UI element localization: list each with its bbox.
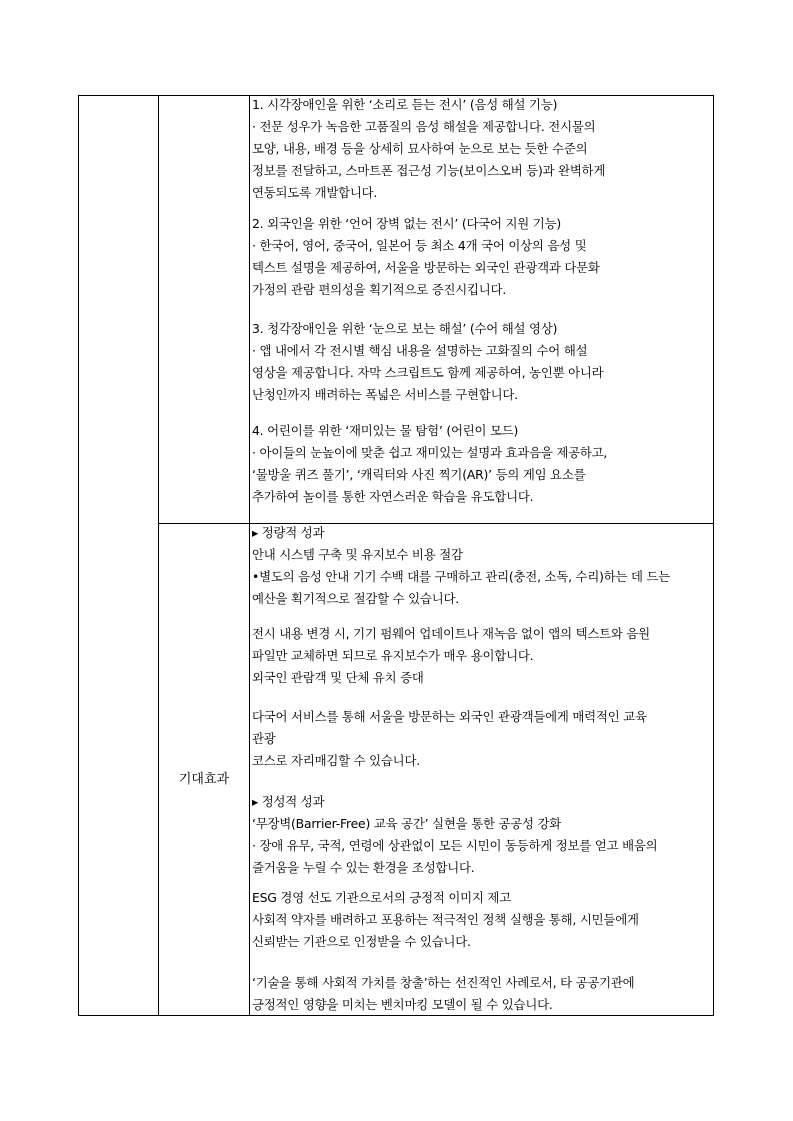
table-left-border	[78, 95, 79, 1016]
effect-line: 긍정적인 영향을 미치는 벤치마킹 모델이 될 수 있습니다.	[252, 997, 553, 1012]
effects-group-6	[252, 972, 714, 1016]
feature-title: 3. 청각장애인을 위한 ‘눈으로 보는 해설’ (수어 해설 영상)	[252, 321, 558, 336]
effect-line: 사회적 약자를 배려하고 포용하는 적극적인 정책 실행을 통해, 시민들에게	[252, 912, 639, 927]
effects-group-4	[252, 791, 714, 879]
effects-group-3	[252, 706, 714, 772]
feature-item-3	[252, 318, 714, 406]
column-divider-2	[249, 95, 250, 1016]
effect-line: •별도의 음성 안내 기기 수백 대를 구매하고 관리(충전, 소독, 수리)하는 데 드는	[252, 569, 671, 584]
feature-line: · 아이들의 눈높이에 맞춘 쉽고 재미있는 설명과 효과음을 제공하고,	[252, 445, 608, 460]
effect-line: ▸ 정량적 성과	[252, 525, 325, 540]
effect-line: ▸ 정성적 성과	[252, 794, 325, 809]
feature-line: · 전문 성우가 녹음한 고품질의 음성 해설을 제공합니다. 전시물의	[252, 119, 596, 134]
feature-title: 2. 외국인을 위한 ‘언어 장벽 없는 전시’ (다국어 지원 기능)	[252, 216, 561, 231]
feature-item-2	[252, 213, 714, 301]
feature-title: 1. 시각장애인을 위한 ‘소리로 듣는 전시’ (음성 해설 기능)	[252, 97, 558, 112]
feature-line: 텍스트 설명을 제공하여, 서울을 방문하는 외국인 관광객과 다문화	[252, 260, 600, 275]
effects-group-5	[252, 887, 714, 953]
effect-line: ‘무장벽(Barrier-Free) 교육 공간’ 실현을 통한 공공성 강화	[252, 816, 562, 831]
feature-line: 추가하여 놀이를 통한 자연스러운 학습을 유도합니다.	[252, 489, 534, 504]
column-divider-1	[158, 95, 159, 1016]
effect-line: 관광	[252, 731, 276, 746]
feature-line: 연동되도록 개발합니다.	[252, 185, 378, 200]
effect-line: ‘기술을 통해 사회적 가치를 창출’하는 선진적인 사례로서, 타 공공기관에	[252, 975, 635, 990]
feature-item-4	[252, 420, 714, 508]
effect-line: 코스로 자리매김할 수 있습니다.	[252, 753, 420, 768]
effect-line: 파일만 교체하면 되므로 유지보수가 매우 용이합니다.	[252, 648, 534, 663]
effect-line: 전시 내용 변경 시, 기기 펌웨어 업데이트나 재녹음 없이 앱의 텍스트와 음원	[252, 626, 650, 641]
feature-line: · 앱 내에서 각 전시별 핵심 내용을 설명하는 고화질의 수어 해설	[252, 343, 588, 358]
effect-line: 즐거움을 누릴 수 있는 환경을 조성합니다.	[252, 860, 475, 875]
effect-line: 예산을 획기적으로 절감할 수 있습니다.	[252, 591, 460, 606]
effect-line: · 장애 유무, 국적, 연령에 상관없이 모든 시민이 동등하게 정보를 얻고 배움의	[252, 838, 658, 853]
feature-line: 모양, 내용, 배경 등을 상세히 묘사하여 눈으로 보는 듯한 수준의	[252, 141, 588, 156]
effect-line: ESG 경영 선도 기관으로서의 긍정적 이미지 제고	[252, 890, 511, 905]
feature-line: 난청인까지 배려하는 폭넓은 서비스를 구현합니다.	[252, 387, 518, 402]
feature-line: 영상을 제공합니다. 자막 스크립트도 함께 제공하여, 농인뿐 아니라	[252, 365, 604, 380]
feature-title: 4. 어린이를 위한 ‘재미있는 물 탐험’ (어린이 모드)	[252, 423, 519, 438]
expected-effects-label: 기대효과	[178, 772, 230, 787]
effects-group-2	[252, 623, 714, 689]
feature-item-1	[252, 94, 714, 204]
effect-line: 다국어 서비스를 통해 서울을 방문하는 외국인 관광객들에게 매력적인 교육	[252, 709, 647, 724]
effect-line: 신뢰받는 기관으로 인정받을 수 있습니다.	[252, 934, 471, 949]
feature-line: · 한국어, 영어, 중국어, 일본어 등 최소 4개 국어 이상의 음성 및	[252, 238, 587, 253]
feature-line: 가정의 관람 편의성을 획기적으로 증진시킵니다.	[252, 282, 507, 297]
feature-line: 정보를 전달하고, 스마트폰 접근성 기능(보이스오버 등)과 완벽하게	[252, 163, 606, 178]
feature-line: ‘물방울 퀴즈 풀기’, ‘캐릭터와 사진 찍기(AR)’ 등의 게임 요소를	[252, 467, 586, 482]
effect-line: 안내 시스템 구축 및 유지보수 비용 절감	[252, 547, 463, 562]
effects-group-1	[252, 522, 714, 610]
effect-line: 외국인 관람객 및 단체 유치 증대	[252, 670, 424, 685]
